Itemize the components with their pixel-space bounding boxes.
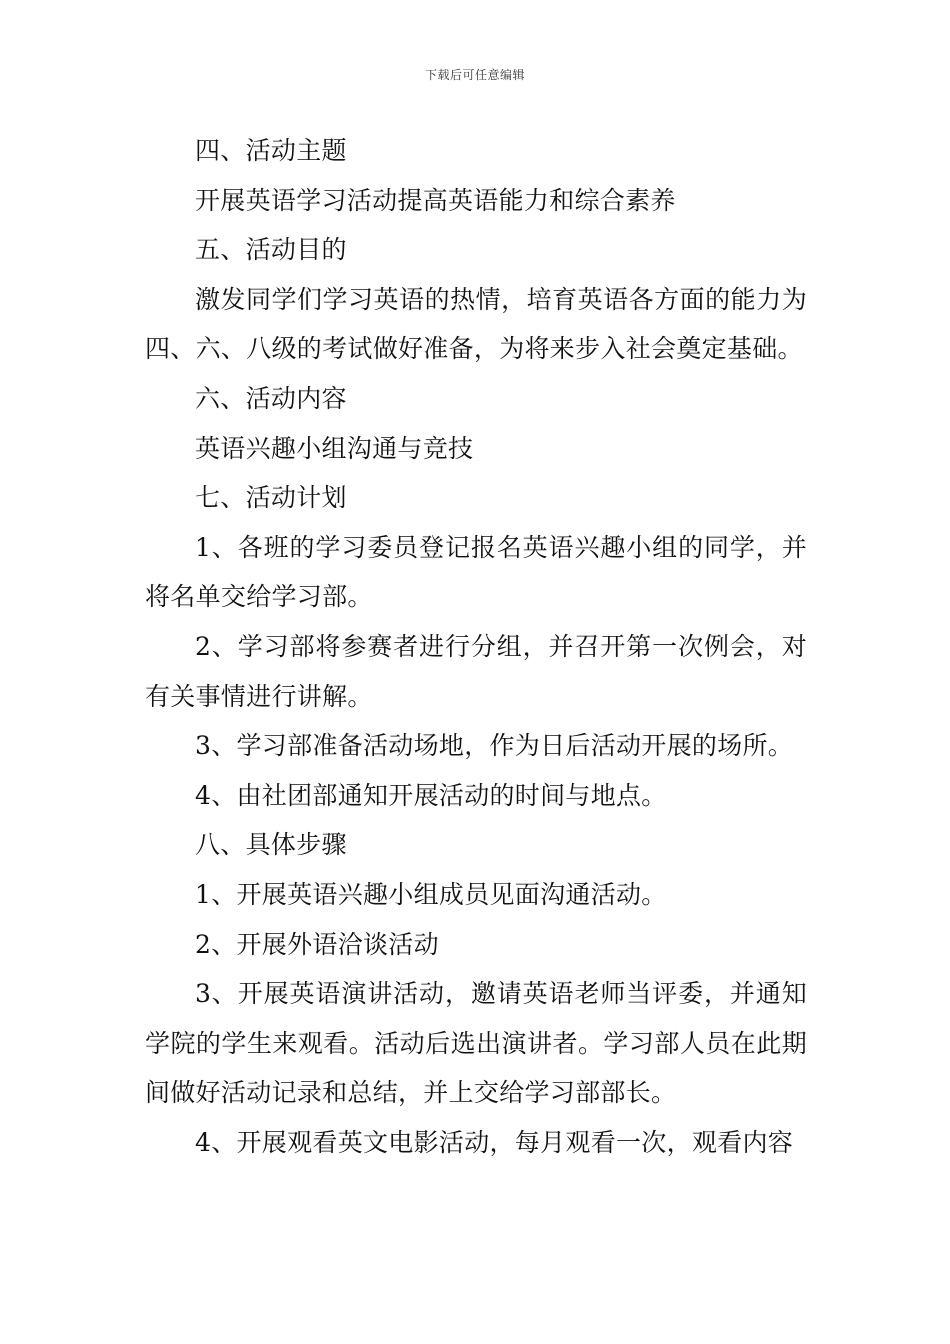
paragraph-theme: 开展英语学习活动提高英语能力和综合素养 (195, 185, 676, 215)
step-item-2: 2、开展外语洽谈活动 (195, 929, 439, 959)
section-heading-6: 六、活动内容 (195, 383, 347, 413)
step-item-3: 3、开展英语演讲活动，邀请英语老师当评委，并通知学院的学生来观看。活动后选出演讲者。学习部人员在此期间做好活动记录和总结，并上交给学习部部长。 (145, 979, 807, 1108)
page-header-note: 下载后可任意编辑 (424, 68, 525, 82)
step-item-1: 1、开展英语兴趣小组成员见面沟通活动。 (195, 879, 667, 909)
section-heading-4: 四、活动主题 (195, 136, 347, 165)
plan-item-4: 4、由社团部通知开展活动的时间与地点。 (195, 780, 667, 810)
section-heading-7: 七、活动计划 (195, 483, 347, 513)
plan-item-3: 3、学习部准备活动场地，作为日后活动开展的场所。 (195, 731, 794, 761)
section-heading-5: 五、活动目的 (195, 235, 347, 265)
plan-item-1: 1、各班的学习委员登记报名英语兴趣小组的同学，并将名单交给学习部。 (145, 532, 807, 612)
paragraph-purpose: 激发同学们学习英语的热情，培育英语各方面的能力为四、六、八级的考试做好准备，为将来步入社会奠定基础。 (145, 284, 807, 364)
paragraph-content: 英语兴趣小组沟通与竞技 (195, 433, 474, 463)
document-body (145, 126, 807, 1167)
plan-item-2: 2、学习部将参赛者进行分组，并召开第一次例会，对有关事情进行讲解。 (145, 631, 807, 711)
step-item-4: 4、开展观看英文电影活动，每月观看一次，观看内容 (195, 1127, 794, 1157)
section-heading-8: 八、具体步骤 (195, 830, 347, 860)
